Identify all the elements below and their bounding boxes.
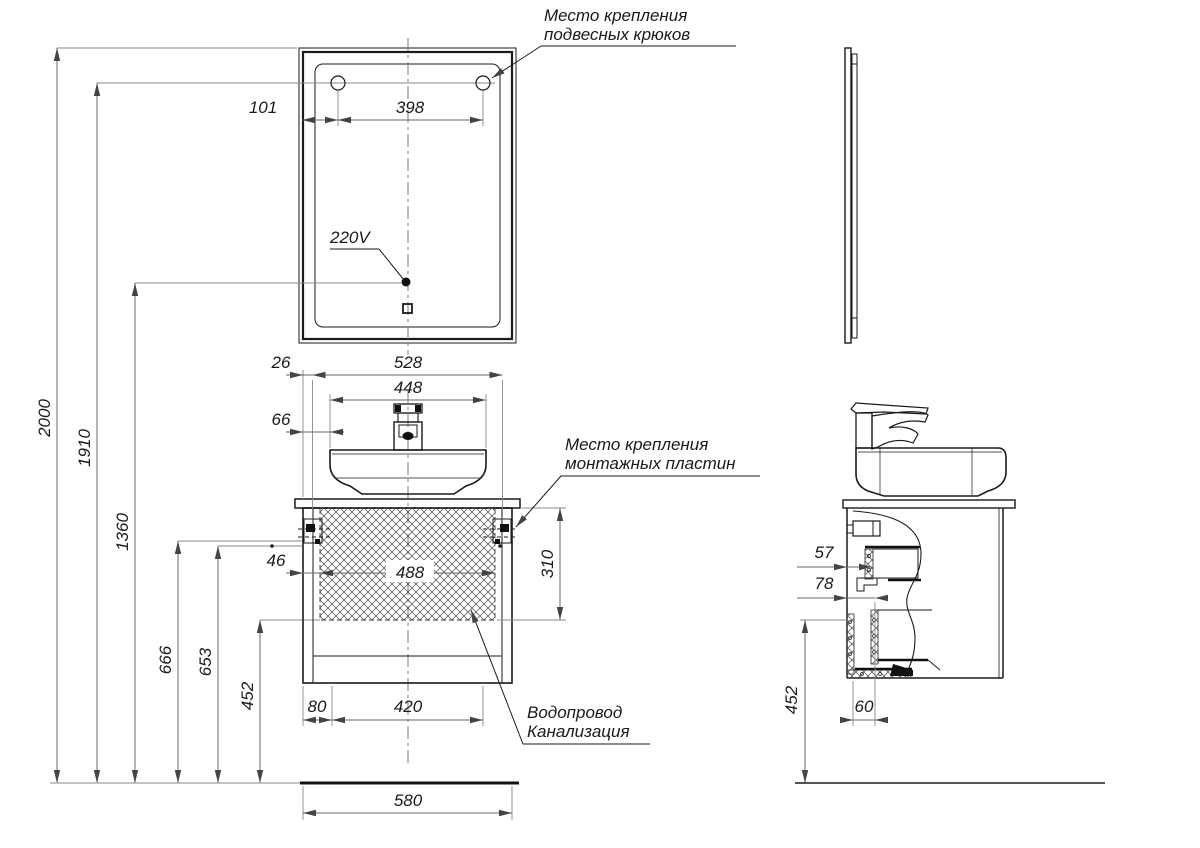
mirror-front xyxy=(97,38,516,355)
voltage-label: 220V xyxy=(330,228,370,247)
front-view xyxy=(35,6,760,820)
dim-420: 420 xyxy=(393,697,423,716)
dim-452-side: 452 xyxy=(782,685,801,715)
dim-60: 60 xyxy=(854,697,874,716)
dim-57: 57 xyxy=(814,543,834,562)
dim-hooks xyxy=(249,98,483,123)
side-view xyxy=(782,48,1105,783)
dim-80: 80 xyxy=(307,697,327,716)
dim-1910: 1910 xyxy=(75,429,94,467)
plates-note-line1: Место крепления xyxy=(565,435,709,454)
mounting-plate-side xyxy=(853,521,880,536)
hooks-note-line1: Место крепления xyxy=(544,6,688,25)
countertop-side xyxy=(843,500,1015,508)
dim-78: 78 xyxy=(814,574,834,593)
basin-side xyxy=(856,448,1006,496)
width-dimensions xyxy=(271,353,503,448)
dim-653: 653 xyxy=(196,647,215,677)
dim-1360: 1360 xyxy=(113,513,132,551)
dim-101: 101 xyxy=(248,98,278,117)
dim-398: 398 xyxy=(395,98,425,117)
power-outlet-callout xyxy=(135,228,412,313)
water-note xyxy=(468,609,650,744)
mirror-side xyxy=(845,48,857,343)
water-note-line1: Водопровод xyxy=(527,703,623,722)
dim-2000: 2000 xyxy=(35,399,54,437)
dim-452-front: 452 xyxy=(238,681,257,711)
dim-310: 310 xyxy=(538,549,557,579)
plates-note-line2: монтажных пластин xyxy=(565,454,736,473)
dim-46: 46 xyxy=(266,551,286,570)
cabinet-side xyxy=(843,500,1015,678)
faucet-side xyxy=(851,403,928,449)
dim-666: 666 xyxy=(156,645,175,675)
dim-66: 66 xyxy=(271,410,291,429)
hooks-note-line2: подвесных крюков xyxy=(544,25,691,44)
dim-26: 26 xyxy=(271,353,291,372)
dim-488: 488 xyxy=(395,563,425,582)
power-point-marker xyxy=(402,278,411,287)
dim-448: 448 xyxy=(393,378,423,397)
dim-528: 528 xyxy=(393,353,423,372)
dim-580: 580 xyxy=(393,791,423,810)
hooks-note xyxy=(490,6,736,81)
water-note-line2: Канализация xyxy=(527,722,630,741)
plates-note xyxy=(514,435,760,529)
